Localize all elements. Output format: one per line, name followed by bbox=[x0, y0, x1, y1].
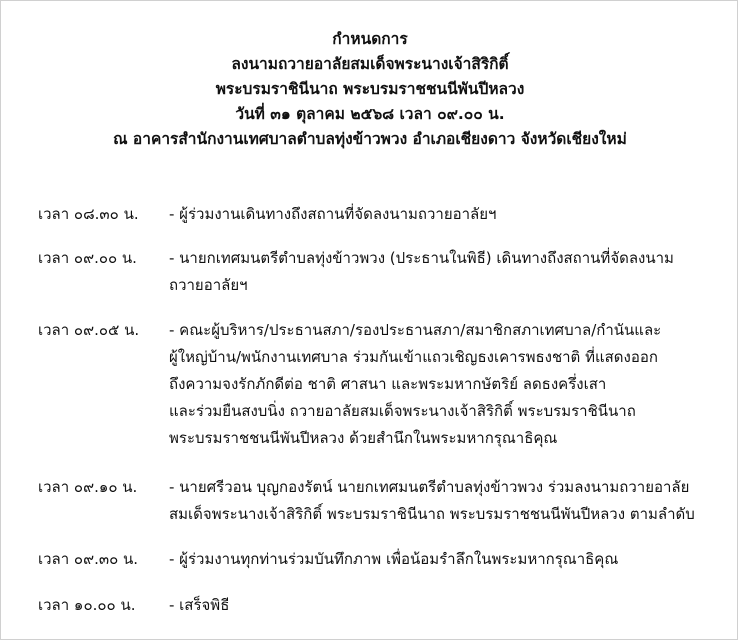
schedule-detail-line: ถึงความจงรักภักดีต่อ ชาติ ศาสนา และพระมหากษัตริย์ ลดธงครึ่งเสา bbox=[169, 375, 607, 393]
schedule-detail-line: และร่วมยืนสงบนิ่ง ถวายอาลัยสมเด็จพระนางเจ้าสิริกิติ์ พระบรมราชินีนาถ bbox=[169, 402, 636, 420]
heading-venue: ณ อาคารสำนักงานเทศบาลตำบลทุ่งข้าวพวง อำเภอเชียงดาว จังหวัดเชียงใหม่ bbox=[113, 130, 627, 148]
schedule-detail bbox=[169, 546, 717, 573]
schedule-time: เวลา ๐๙.๐๐ น. bbox=[38, 249, 137, 267]
schedule-detail-line: - ผู้ร่วมงานเดินทางถึงสถานที่จัดลงนามถวายอาลัยฯ bbox=[169, 205, 497, 223]
schedule-time: เวลา ๐๙.๐๕ น. bbox=[38, 321, 140, 339]
schedule-detail-line: - ผู้ร่วมงานทุกท่านร่วมบันทึกภาพ เพื่อน้อมรำลึกในพระมหากรุณาธิคุณ bbox=[169, 550, 619, 568]
heading-royal-title: พระบรมราชินีนาถ พระบรมราชชนนีพันปีหลวง bbox=[215, 80, 525, 98]
schedule-detail-line: - คณะผู้บริหาร/ประธานสภา/รองประธานสภา/สมาชิกสภาเทศบาล/กำนันและ bbox=[169, 321, 662, 339]
heading-title: กำหนดการ bbox=[332, 30, 408, 48]
schedule-detail-line: - นายกเทศมนตรีตำบลทุ่งข้าวพวง (ประธานในพิธี) เดินทางถึงสถานที่จัดลงนาม bbox=[169, 249, 674, 267]
heading-event: ลงนามถวายอาลัยสมเด็จพระนางเจ้าสิริกิติ์ bbox=[231, 55, 509, 73]
schedule-detail bbox=[169, 592, 717, 619]
schedule-detail bbox=[169, 201, 717, 228]
schedule-detail-line: ผู้ใหญ่บ้าน/พนักงานเทศบาล ร่วมกันเข้าแถวเชิญธงเคารพธงชาติ ที่แสดงออก bbox=[169, 348, 658, 366]
schedule-detail bbox=[169, 245, 717, 299]
schedule-time: เวลา ๑๐.๐๐ น. bbox=[38, 596, 136, 614]
schedule-detail-line: ถวายอาลัยฯ bbox=[169, 276, 248, 294]
schedule-detail-line: - เสร็จพิธี bbox=[169, 596, 230, 614]
schedule-time: เวลา ๐๙.๑๐ น. bbox=[38, 478, 138, 496]
schedule-detail-line: พระบรมราชชนนีพันปีหลวง ด้วยสำนึกในพระมหากรุณาธิคุณ bbox=[169, 429, 558, 447]
heading-date: วันที่ ๓๑ ตุลาคม ๒๕๖๘ เวลา ๐๙.๐๐ น. bbox=[235, 105, 505, 123]
schedule-detail bbox=[169, 474, 717, 528]
schedule-time: เวลา ๐๘.๓๐ น. bbox=[38, 205, 139, 223]
schedule-detail bbox=[169, 317, 717, 452]
schedule-time: เวลา ๐๙.๓๐ น. bbox=[38, 550, 139, 568]
document-heading bbox=[1, 27, 739, 152]
schedule-detail-line: - นายศรีวอน บุญกองรัตน์ นายกเทศมนตรีตำบลทุ่งข้าวพวง ร่วมลงนามถวายอาลัย bbox=[169, 478, 690, 496]
schedule-detail-line: สมเด็จพระนางเจ้าสิริกิติ์ พระบรมราชินีนาถ พระบรมราชชนนีพันปีหลวง ตามลำดับ bbox=[169, 505, 695, 523]
